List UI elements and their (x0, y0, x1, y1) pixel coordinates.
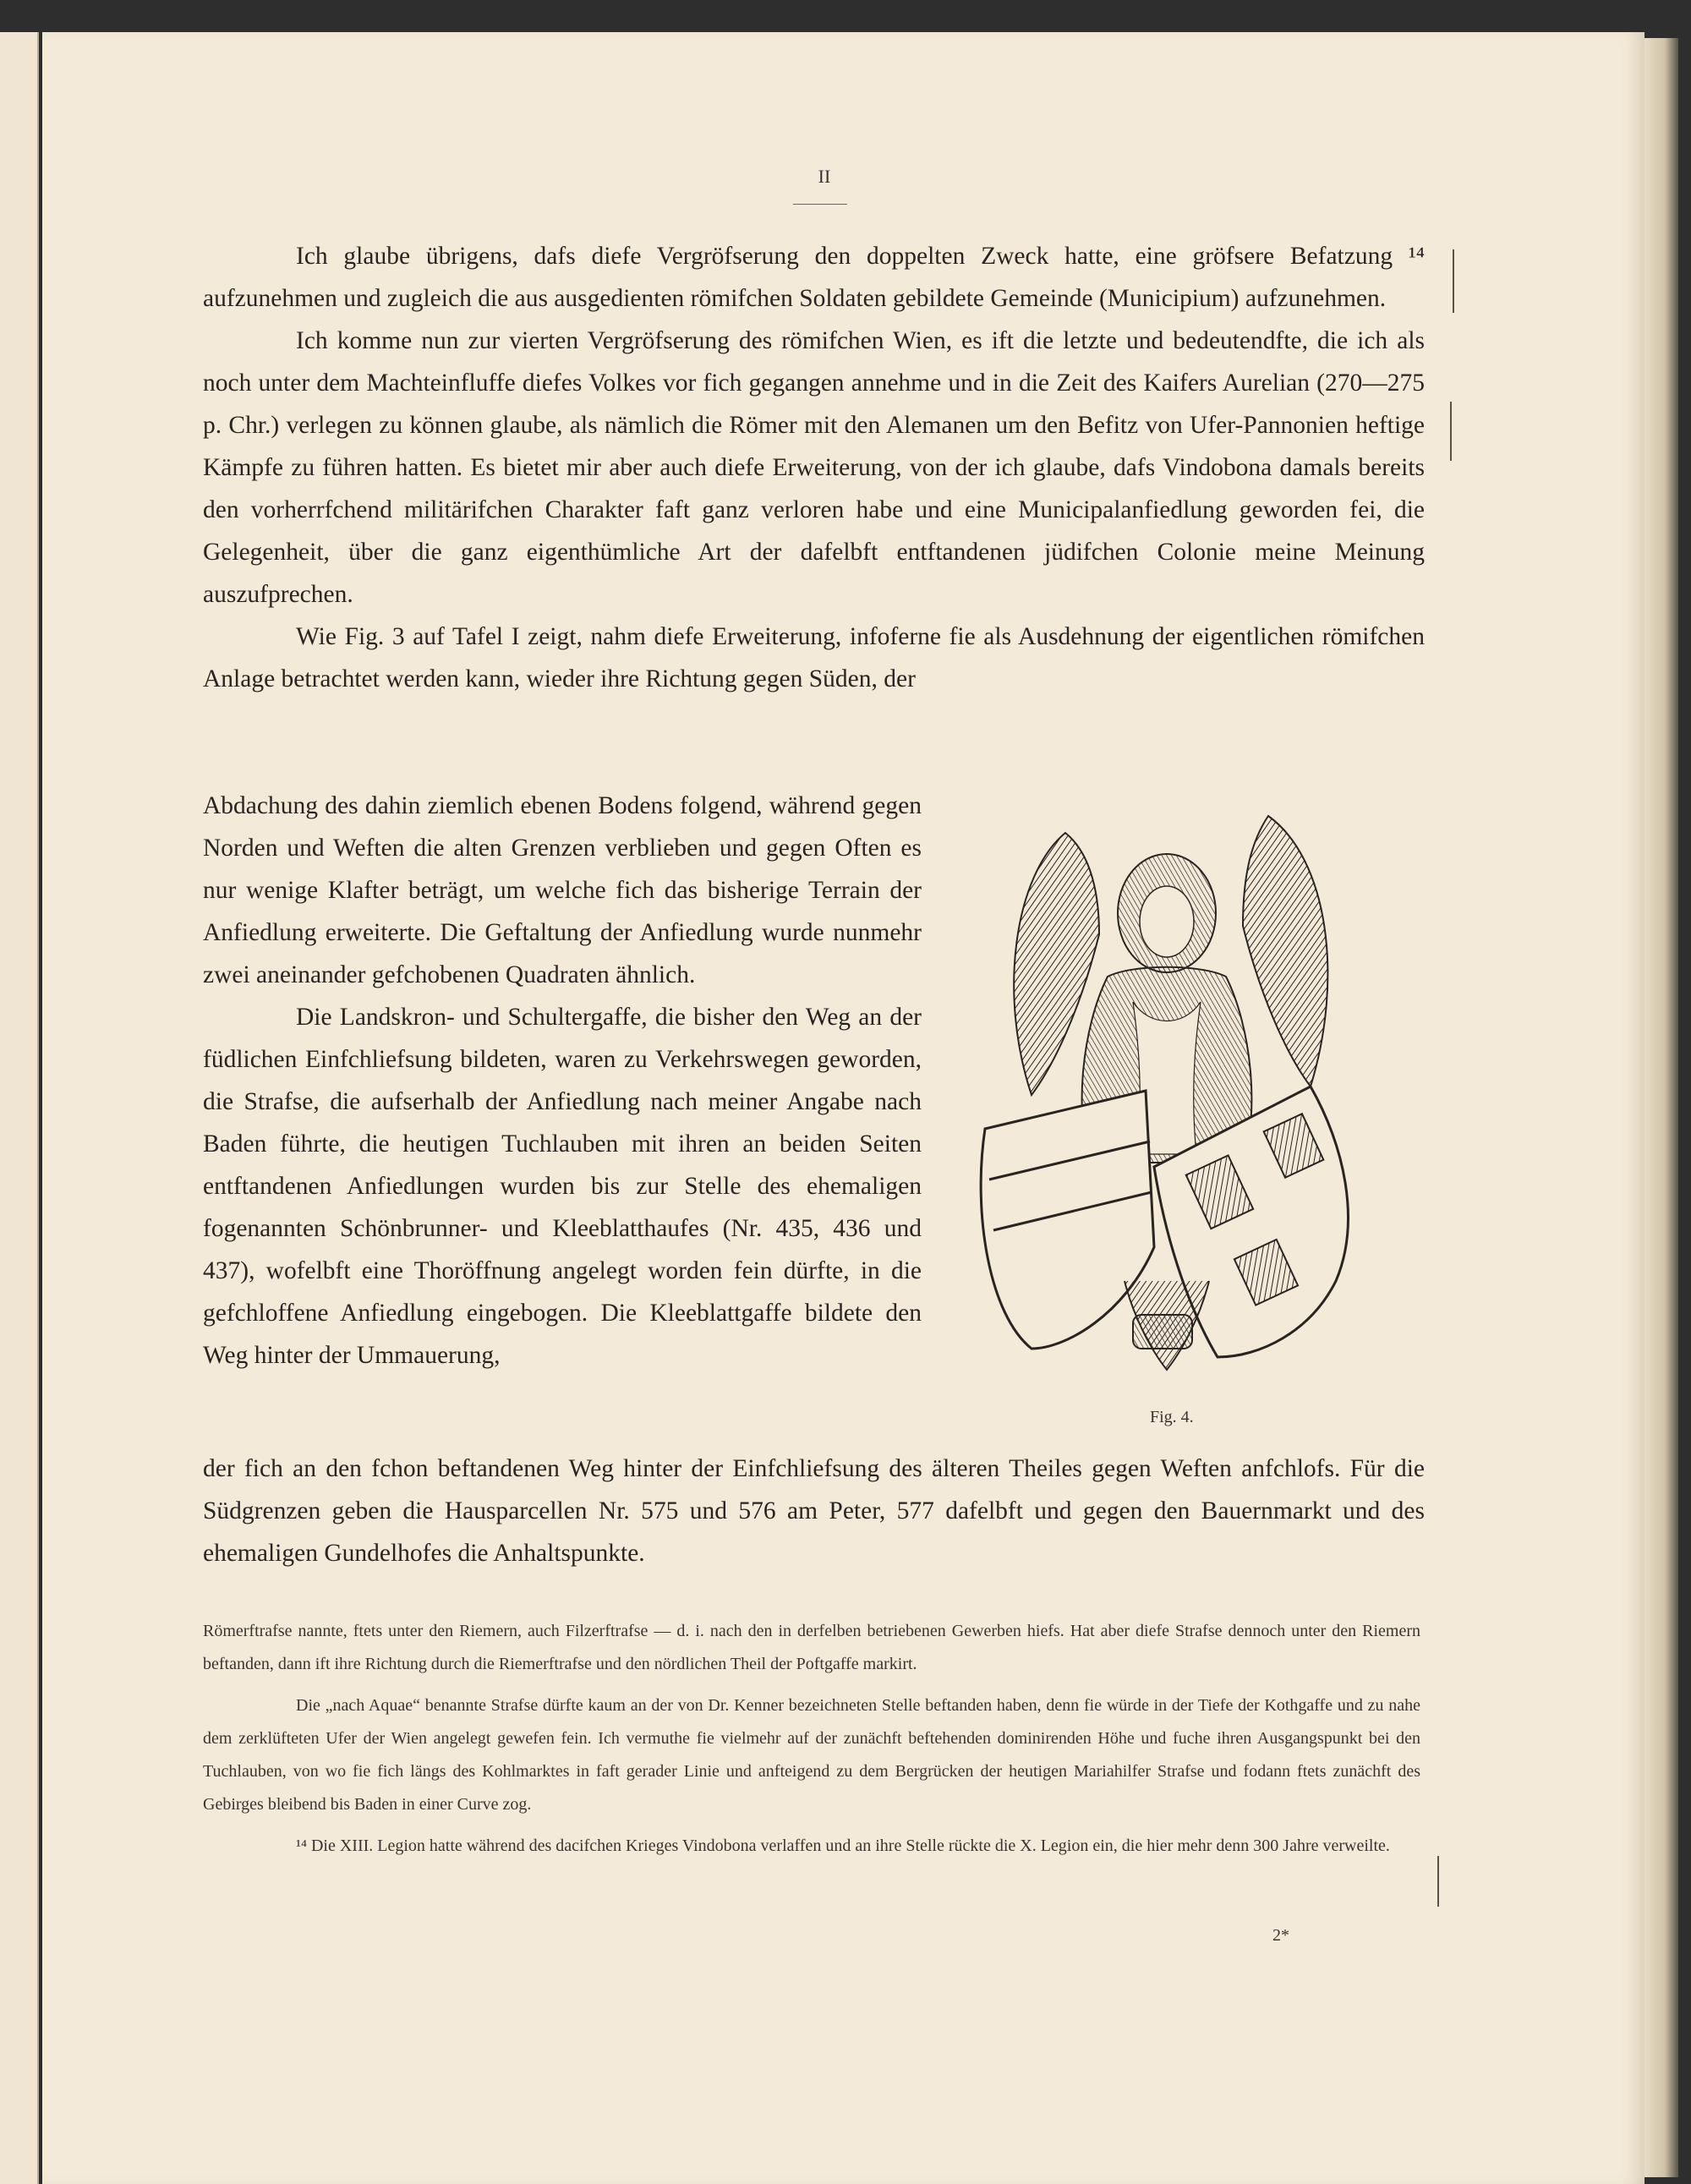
footnote-14: ¹⁴ Die XIII. Legion hatte während des dacifchen Krieges Vindobona verlaffen und an ihre Stelle rückte die X. Legion ein, die hier mehr denn 300 Jahre verweilte. (296, 1836, 1390, 1855)
paragraph-3-full-width: Wie Fig. 3 auf Tafel I zeigt, nahm diefe Erweiterung, infoferne fie als Ausdehnung der eigentlichen römifchen Anlage betrachtet werden kann, wieder ihre Richtung gegen Süden, der (203, 623, 1425, 692)
left-page-edge (0, 32, 39, 2184)
margin-mark (1437, 1856, 1439, 1907)
sheet-signature: 2* (1272, 1926, 1289, 1945)
footnotes (203, 1615, 1420, 1871)
angel-coat-of-arms-engraving (939, 807, 1395, 1382)
footnote-continued: Römerftrafse nannte, ftets unter den Riemern, auch Filzerftrafse — d. i. nach den in derfelben betriebenen Gewerben hiefs. Hat aber diefe Strafse dennoch unter den Riemern beftanden, dann ift ihre Richtung durch die Riemerftrafse und den nördlichen Theil der Poftgaffe markirt. (203, 1622, 1420, 1673)
page-stack-edge (1644, 38, 1678, 2177)
body-text-column (203, 785, 922, 1377)
margin-mark (1453, 249, 1454, 313)
paragraph-4-full-width: der fich an den fchon beftandenen Weg hinter der Einfchliefsung des älteren Theiles gegen Weften anfchlofs. Für die Südgrenzen geben die Hausparcellen Nr. 575 und 576 am Peter, 577 dafelbft und gegen den Bauernmarkt und des ehemaligen Gundelhofes die Anhaltspunkte. (203, 1455, 1425, 1567)
footnote-aquae: Die „nach Aquae“ benannte Strafse dürfte kaum an der von Dr. Kenner bezeichneten Stelle beftanden haben, denn fie würde in der Tiefe der Kothgaffe und zu nahe dem zerklüfteten Ufer der Wien angelegt gewefen fein. Ich vermuthe fie vielmehr auf der zunächft beftehenden dominirenden Höhe und fuche ihren Ausgangspunkt bei den Tuchlauben, von wo fie fich längs des Kohlmarktes in faft gerader Linie und anfteigend zu dem Bergrücken der heutigen Mariahilfer Strafse und fodann ftets zunächft des Gebirges bleibend bis Baden in einer Curve zog. (203, 1696, 1420, 1814)
body-text-bottom (203, 1448, 1425, 1574)
margin-mark (1450, 402, 1452, 461)
figure-caption: Fig. 4. (1150, 1408, 1194, 1426)
paragraph-3-column: Abdachung des dahin ziemlich ebenen Bodens folgend, während gegen Norden und Weften die alten Grenzen verblieben und gegen Often es nur wenige Klafter beträgt, um welche fich das bisherige Terrain der Anfiedlung erweiterte. Die Geftaltung der Anfiedlung wurde nunmehr zwei aneinander gefchobenen Quadraten ähnlich. (203, 792, 922, 988)
page-number: II (818, 166, 831, 187)
header-rule (793, 204, 847, 205)
paragraph-1: Ich glaube übrigens, dafs diefe Vergröfserung den doppelten Zweck hatte, eine gröfsere Befatzung ¹⁴ aufzunehmen und zugleich die aus ausgedienten römifchen Soldaten gebildete Gemeinde (Municipium) aufzunehmen. (203, 243, 1425, 312)
paragraph-2: Ich komme nun zur vierten Vergröfserung des römifchen Wien, es ift die letzte und bedeutendfte, die ich als noch unter dem Machteinfluffe diefes Volkes vor fich gegangen annehme und in die Zeit des Kaifers Aurelian (270—275 p. Chr.) verlegen zu können glaube, als nämlich die Römer mit den Alemanen um den Befitz von Ufer-Pannonien heftige Kämpfe zu führen hatten. Es bietet mir aber auch diefe Erweiterung, von der ich glaube, dafs Vindobona damals bereits den vorherrfchend militärifchen Charakter faft ganz verloren habe und eine Municipalanfiedlung geworden fei, die Gelegenheit, über die ganz eigenthümliche Art der dafelbft entftandenen jüdifchen Colonie meine Meinung auszufprechen. (203, 327, 1425, 608)
body-text-top (203, 235, 1425, 700)
paragraph-4-column: Die Landskron- und Schultergaffe, die bisher den Weg an der füdlichen Einfchliefsung bildeten, waren zu Verkehrswegen geworden, die Strafse, die aufserhalb der Anfiedlung nach meiner Angabe nach Baden führte, die heutigen Tuchlauben mit ihren an beiden Seiten entftandenen Anfiedlungen wurden bis zur Stelle des ehemaligen fogenannten Schönbrunner- und Kleeblatthaufes (Nr. 435, 436 und 437), wofelbft eine Thoröffnung angelegt worden fein dürfte, in die gefchloffene Anfiedlung eingebogen. Die Kleeblattgaffe bildete den Weg hinter der Ummauerung, (203, 1004, 922, 1369)
